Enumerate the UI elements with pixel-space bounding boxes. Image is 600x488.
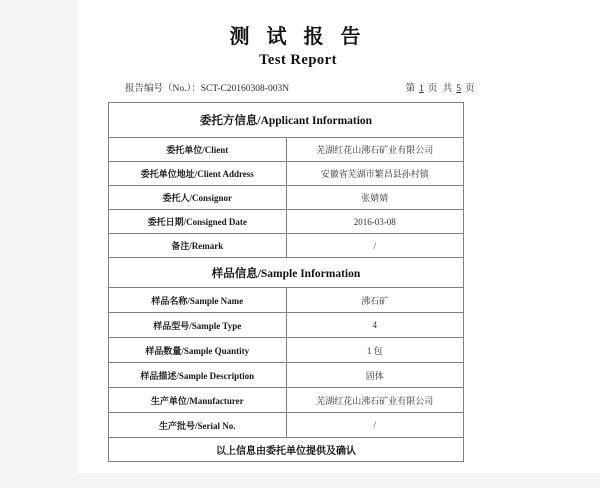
- row-consignor: [109, 186, 464, 210]
- field-value: /: [286, 413, 464, 438]
- row-manufacturer: [109, 388, 464, 413]
- row-sample-quantity: [109, 338, 464, 363]
- row-sample-description: [109, 363, 464, 388]
- field-value: 固体: [286, 363, 464, 388]
- page-current: 1: [419, 84, 424, 94]
- section-header-applicant: [109, 103, 464, 138]
- field-label: 委托单位地址/Client Address: [109, 162, 287, 186]
- page-prefix: 第: [405, 84, 416, 94]
- field-value: /: [286, 234, 464, 258]
- confirmation-note: 以上信息由委托单位提供及确认: [109, 438, 464, 462]
- field-label: 生产批号/Serial No.: [109, 413, 287, 438]
- report-number: 报告编号（No.）：SCT-C20160308-003N: [125, 84, 290, 94]
- field-value: 安徽省芜湖市繁昌县孙村镇: [286, 162, 464, 186]
- field-label: 委托日期/Consigned Date: [109, 210, 287, 234]
- field-label: 样品型号/Sample Type: [109, 313, 287, 338]
- page-label-2: 页: [464, 84, 475, 94]
- field-value: 芜湖红花山沸石矿业有限公司: [286, 138, 464, 162]
- field-label: 样品描述/Sample Description: [109, 363, 287, 388]
- field-value: 沸石矿: [286, 288, 464, 313]
- field-label: 备注/Remark: [109, 234, 287, 258]
- report-meta-row: [125, 80, 476, 94]
- page-indicator: [404, 80, 476, 94]
- row-serial-no: [109, 413, 464, 438]
- field-label: 委托单位/Client: [109, 138, 287, 162]
- row-sample-name: [109, 288, 464, 313]
- page-margin-left: [0, 0, 78, 488]
- row-client: [109, 138, 464, 162]
- field-value: 张婧婧: [286, 186, 464, 210]
- applicant-section-title: 委托方信息/Applicant Information: [109, 103, 464, 138]
- field-label: 样品名称/Sample Name: [109, 288, 287, 313]
- sample-section-title: 样品信息/Sample Information: [109, 258, 464, 288]
- section-header-sample: [109, 258, 464, 288]
- page-label-1: 页: [427, 84, 438, 94]
- field-label: 委托人/Consignor: [109, 186, 287, 210]
- page-of: 共: [442, 84, 453, 94]
- field-label: 样品数量/Sample Quantity: [109, 338, 287, 363]
- report-info-table: [108, 102, 464, 462]
- page-margin-bottom: [0, 473, 600, 488]
- field-value: 4: [286, 313, 464, 338]
- field-value: 2016-03-08: [286, 210, 464, 234]
- report-title-en: Test Report: [259, 52, 337, 68]
- row-consigned-date: [109, 210, 464, 234]
- page-total: 5: [456, 84, 461, 94]
- field-value: 1 包: [286, 338, 464, 363]
- row-footer-note: [109, 438, 464, 462]
- row-remark: [109, 234, 464, 258]
- report-title-cn: 测 试 报 告: [229, 26, 367, 48]
- row-sample-type: [109, 313, 464, 338]
- field-value: 芜湖红花山沸石矿业有限公司: [286, 388, 464, 413]
- row-client-address: [109, 162, 464, 186]
- field-label: 生产单位/Manufacturer: [109, 388, 287, 413]
